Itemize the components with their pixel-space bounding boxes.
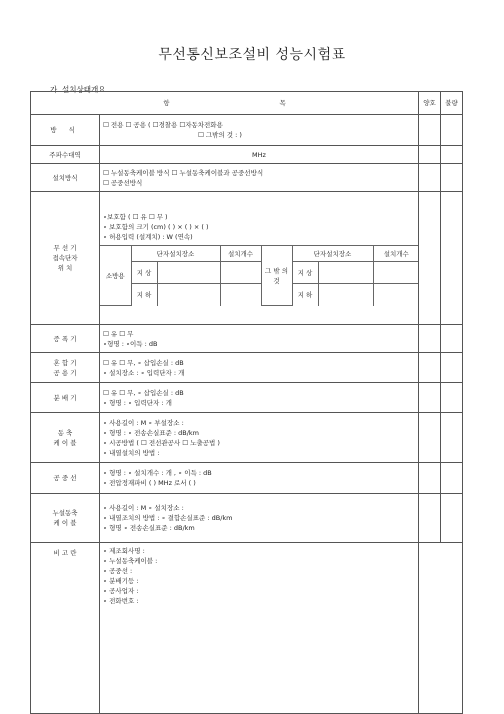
remarks-item: ∘ 제조회사명 : [103, 547, 145, 555]
antenna-content[interactable]: ∘ 형명 : ∘ 설치개수 : 개 , ∘ 이득 : dB ∘ 전압정재파비 ( ) MHz 로서 ( ) [100, 463, 419, 494]
item-header: 항 목 [31, 92, 419, 115]
amp-content[interactable]: ☐ 유 ☐ 무 ∘형명 : ∘이득 : dB [100, 325, 419, 353]
section-label: 가. 설치상태개요 [50, 85, 106, 94]
fire-use-label: 소방용 [100, 246, 131, 306]
page-title: 무선통신보조설비 성능시험표 [158, 47, 346, 63]
terminal-row [31, 192, 463, 325]
good-header: 양호 [419, 92, 441, 115]
remarks-item: ∘ 누설동축케이블 : [103, 557, 158, 565]
remarks-item: ∘ 전화번호 : [103, 597, 139, 605]
remarks-label: 비 고 란 [31, 543, 100, 714]
freq-row [31, 146, 463, 164]
antenna-label: 공 중 선 [31, 463, 100, 494]
freq-label: 주파수대역 [31, 146, 100, 164]
terminal-location-table: 소방용 단자설치장소 설치개수 그 밖 의 것 단자설치장소 설치개수 지 상 지 상 지 하 지 하 [100, 245, 419, 306]
method-good-cell[interactable] [419, 115, 441, 146]
mixer-content[interactable]: ☐ 유 ☐ 무, ∘ 삽입손실 : dB ∘ 설치장소 : ∘ 입력단자 : 개 [100, 353, 419, 383]
remarks-row [31, 543, 463, 714]
remarks-item: ∘ 분배기등 : [103, 577, 139, 585]
splitter-row [31, 383, 463, 413]
terminal-content[interactable]: ∘보호함 ( ☐ 유 ☐ 무 ) ∘ 보호함의 크기 (cm) ( ) × ( ) × ( ) ∘ 허용입력 (설계치) : W (연속) 소방용 단자설치장소 설치개수 그 밖 의 것 단자설치장소 설치개수 지 상 지 상 지 하 지 하 [100, 192, 419, 325]
coax-content[interactable]: ∘ 사용길이 : M ∘ 부설장소 : ∘ 형명 : ∘ 전송손실표준 : dB/km ∘ 시공방법 ( ☐ 전선관공사 ☐ 노출공법 ) ∘ 내열설치의 방법 : [100, 413, 419, 463]
leaky-row [31, 494, 463, 543]
mixer-label: 혼 합 기 공 용 기 [31, 353, 100, 383]
splitter-content[interactable]: ☐ 유 ☐ 무, ∘ 삽입손실 : dB ∘ 형명 : ∘ 입력단자 : 개 [100, 383, 419, 413]
performance-test-table [30, 91, 463, 714]
method-row [31, 115, 463, 146]
terminal-label: 무 선 기 접속단자 위 치 [31, 192, 100, 325]
leaky-label: 누설동축 케 이 블 [31, 494, 100, 543]
other-use-label: 그 밖 의 것 [261, 246, 292, 306]
freq-value[interactable]: MHz [100, 146, 419, 164]
bad-header: 불량 [441, 92, 463, 115]
remarks-item: ∘ 공사업자 : [103, 587, 139, 595]
method-label: 방 식 [31, 115, 100, 146]
amp-label: 증 폭 기 [31, 325, 100, 353]
amp-row [31, 325, 463, 353]
remarks-content[interactable] [100, 543, 419, 714]
install-label: 설치방식 [31, 164, 100, 192]
remarks-item: ∘ 공중선 : [103, 567, 133, 575]
install-row [31, 164, 463, 192]
splitter-label: 분 배 기 [31, 383, 100, 413]
coax-row [31, 413, 463, 463]
antenna-row [31, 463, 463, 494]
coax-label: 동 축 케 이 블 [31, 413, 100, 463]
mixer-row [31, 353, 463, 383]
method-options[interactable]: ☐ 전용 ☐ 공용 ( ☐경찰용 ☐자동차전화용 ☐ 그밖의 것 : ) [100, 115, 419, 146]
method-bad-cell[interactable] [441, 115, 463, 146]
header-row [31, 92, 463, 115]
install-options[interactable]: ☐ 누설동축케이블 방식 ☐ 누설동축케이블과 공중선방식 ☐ 공중선방식 [100, 164, 419, 192]
remarks-blank-cell[interactable] [419, 543, 463, 714]
leaky-content[interactable]: ∘ 사용길이 : M ∘ 설치장소 : ∘ 내열조치의 방법 : ∘ 결합손실표준 : dB/km ∘ 형명 ∘ 전송손실표준 : dB/km [100, 494, 419, 543]
